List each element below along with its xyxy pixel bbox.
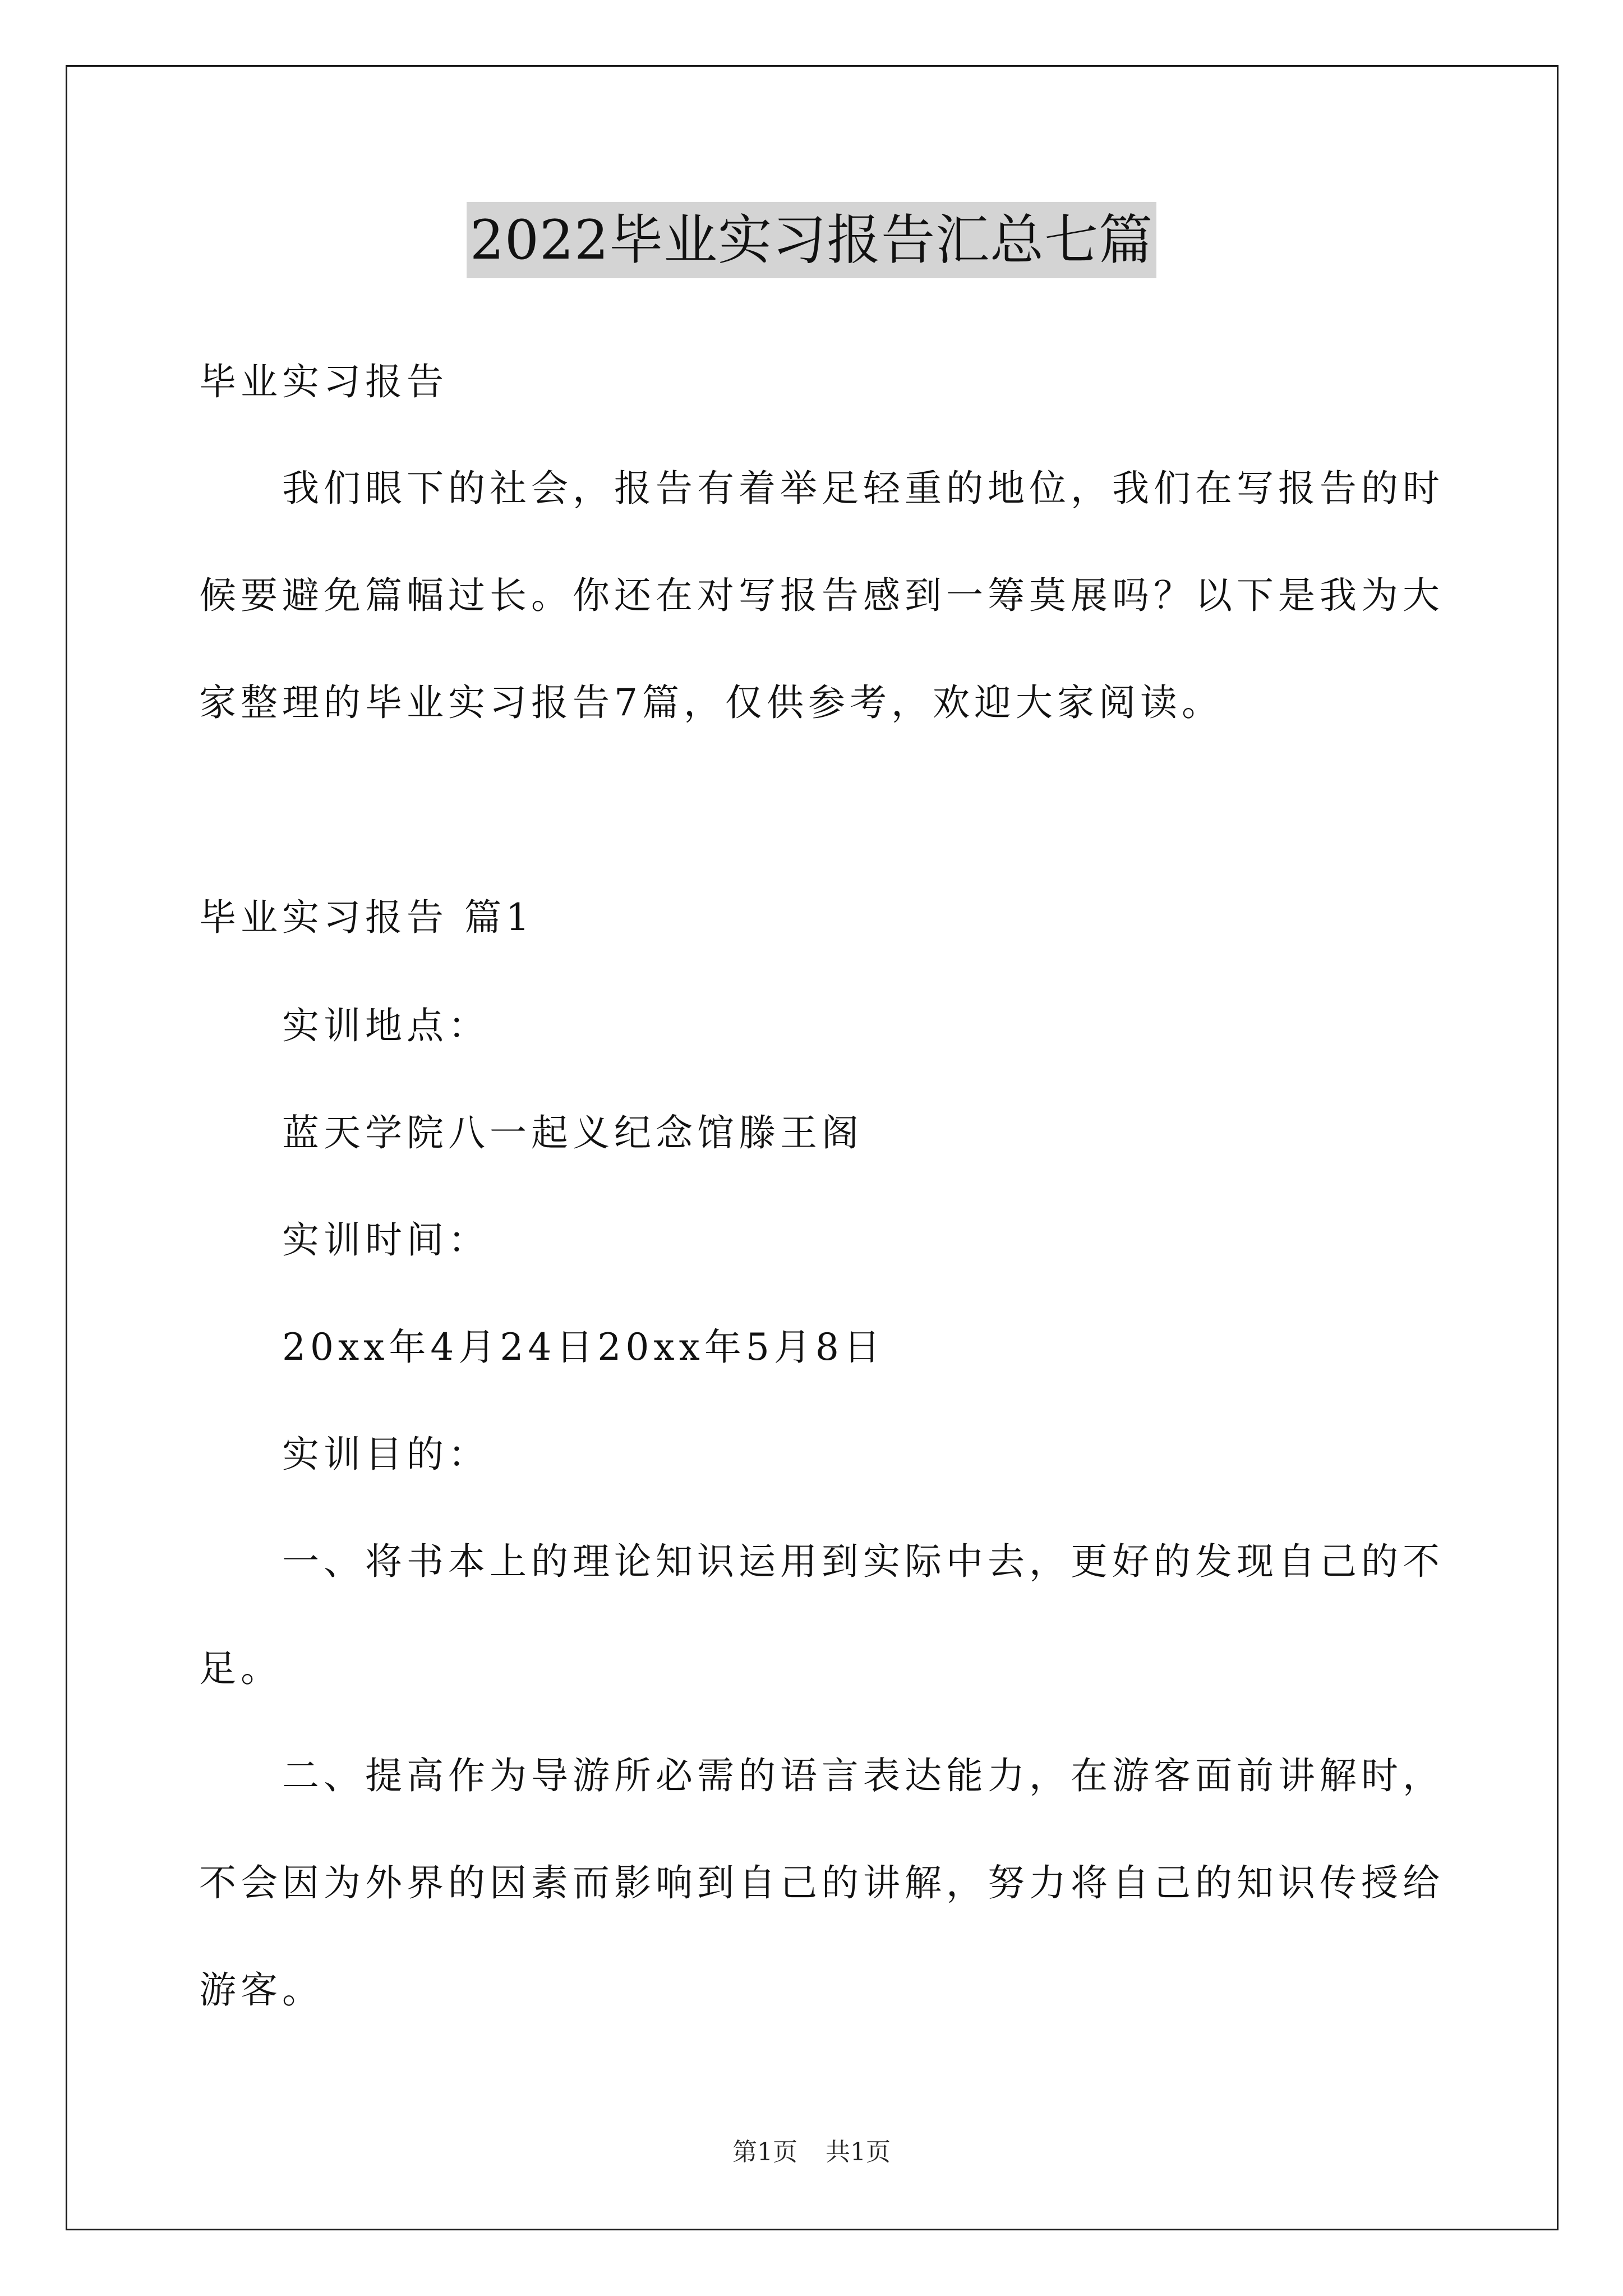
place-value: 蓝天学院八一起义纪念馆滕王阁 [282, 1111, 863, 1154]
purpose-label: 实训目的： [282, 1433, 490, 1476]
page-current-label: 第1页 [732, 2138, 797, 2166]
purpose-2-line-1: 二、提高作为导游所必需的语言表达能力，在游客面前讲解时， [282, 1754, 1444, 1797]
place-label: 实训地点： [282, 1004, 490, 1047]
time-value: 20xx年4月24日20xx年5月8日 [282, 1326, 885, 1369]
document-title: 2022毕业实习报告汇总七篇 [467, 202, 1156, 278]
page-footer [0, 2132, 1623, 2168]
section-heading-part1: 毕业实习报告 篇1 [199, 896, 534, 939]
purpose-1-line-1: 一、将书本上的理论知识运用到实际中去，更好的发现自己的不 [282, 1540, 1444, 1583]
purpose-item-1 [199, 1508, 1444, 1722]
intro-line-1: 我们眼下的社会，报告有着举足轻重的地位，我们在写报告的时 [282, 467, 1444, 510]
purpose-2-line-3: 游客。 [199, 1968, 324, 2012]
purpose-item-2 [199, 1722, 1444, 2044]
intro-paragraph [199, 435, 1444, 756]
section-heading-main: 毕业实习报告 [199, 360, 448, 403]
page-total-label: 共1页 [826, 2138, 891, 2166]
title-container [0, 202, 1623, 278]
intro-line-3: 家整理的毕业实习报告7篇，仅供参考，欢迎大家阅读。 [199, 681, 1223, 724]
intro-line-2: 候要避免篇幅过长。你还在对写报告感到一筹莫展吗？以下是我为大 [199, 574, 1444, 617]
time-label: 实训时间： [282, 1218, 490, 1262]
purpose-2-line-2: 不会因为外界的因素而影响到自己的讲解，努力将自己的知识传授给 [199, 1861, 1444, 1904]
purpose-1-line-2: 足。 [199, 1647, 282, 1690]
